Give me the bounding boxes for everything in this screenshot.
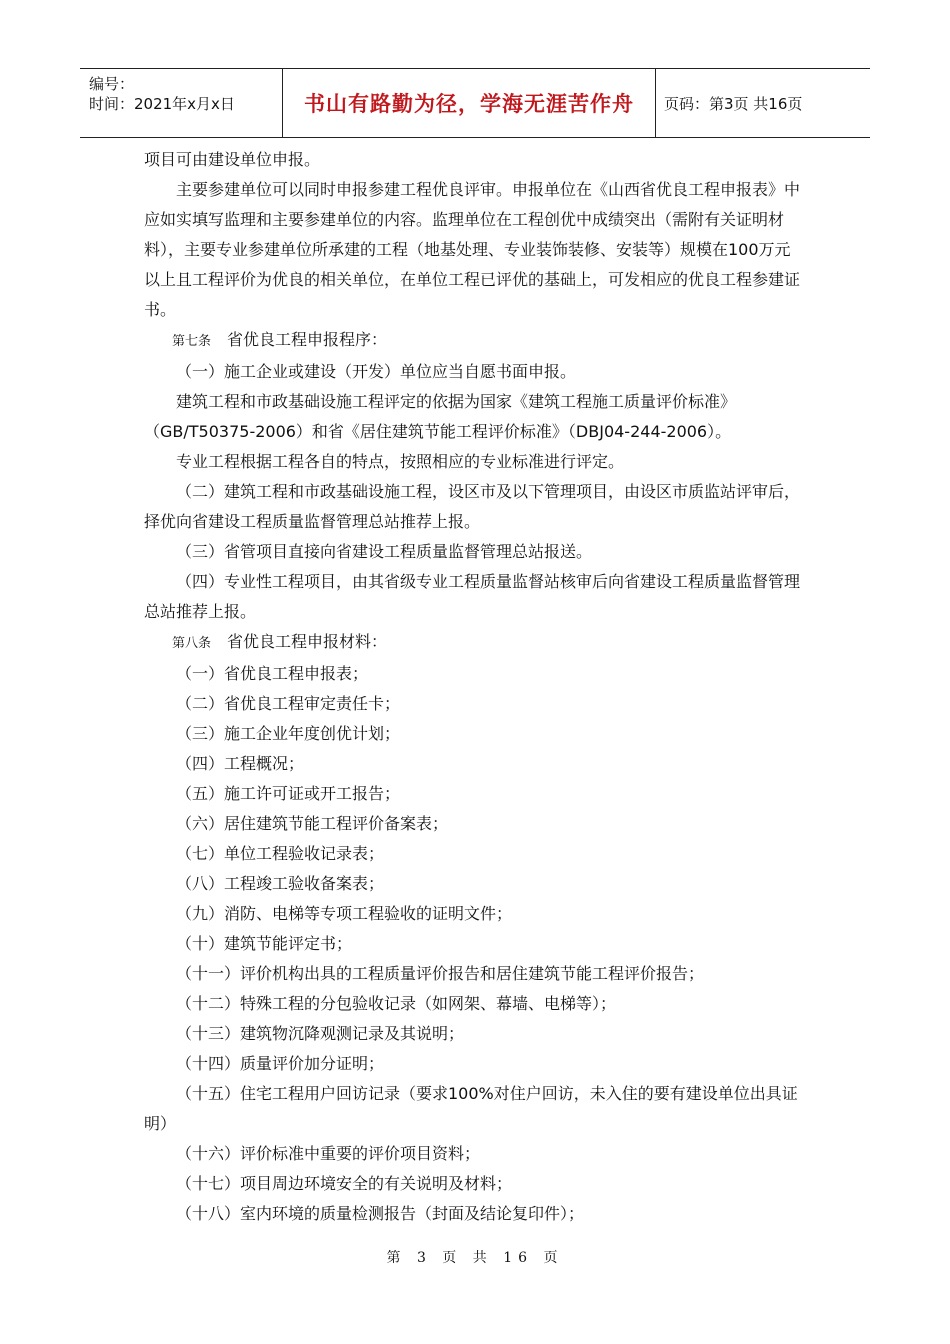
list-item: （六）居住建筑节能工程评价备案表； [176, 814, 449, 833]
paragraph: 建筑工程和市政基础设施工程评定的依据为国家《建筑工程施工质量评价标准》（GB/T50375-2006）和省《居住建筑节能工程评价标准》（DBJ04-244-2006）。 [144, 392, 737, 441]
header-page-cell [656, 69, 870, 137]
list-item: （五）施工许可证或开工报告； [176, 784, 401, 803]
motto-text: 书山有路勤为径，学海无涯苦作舟 [304, 91, 634, 116]
list-item: （四）工程概况； [176, 754, 305, 773]
list-item: （十三）建筑物沉降观测记录及其说明； [176, 1024, 465, 1043]
article-title: 省优良工程申报程序： [227, 330, 388, 349]
article-heading [144, 325, 804, 357]
list-item: （八）工程竣工验收备案表； [176, 874, 385, 893]
list-item: （十二）特殊工程的分包验收记录（如网架、幕墙、电梯等）； [176, 994, 617, 1013]
number-label: 编号： [89, 75, 135, 93]
list-item: （十一）评价机构出具的工程质量评价报告和居住建筑节能工程评价报告； [176, 964, 705, 983]
paragraph: （四）专业性工程项目，由其省级专业工程质量监督站核审后向省建设工程质量监督管理总站推荐上报。 [144, 572, 801, 621]
page-footer: 第 3 页 共 16 页 [386, 1250, 564, 1266]
list-item: （一）省优良工程申报表； [176, 664, 369, 683]
article-label: 第八条 [172, 636, 212, 651]
time-label: 时间：2021年x月x日 [89, 95, 235, 113]
list-item: （三）施工企业年度创优计划； [176, 724, 401, 743]
page-info: 页码：第3页 共16页 [664, 94, 803, 113]
document-header [80, 68, 870, 138]
article-label: 第七条 [172, 334, 212, 349]
list-item: （十七）项目周边环境安全的有关说明及材料； [176, 1174, 513, 1193]
list-item: （十五）住宅工程用户回访记录（要求100%对住户回访，未入住的要有建设单位出具证明） [144, 1084, 798, 1133]
materials-list [144, 659, 804, 1229]
article-heading [144, 627, 804, 659]
paragraph: 项目可由建设单位申报。 [144, 150, 321, 169]
list-item: （二）省优良工程审定责任卡； [176, 694, 401, 713]
paragraph: （二）建筑工程和市政基础设施工程，设区市及以下管理项目，由设区市质监站评审后，择优向省建设工程质量监督管理总站推荐上报。 [144, 482, 801, 531]
header-meta-cell [80, 69, 283, 137]
list-item: （十八）室内环境的质量检测报告（封面及结论复印件）； [176, 1204, 585, 1223]
paragraph: （三）省管项目直接向省建设工程质量监督管理总站报送。 [176, 542, 593, 561]
list-item: （十六）评价标准中重要的评价项目资料； [176, 1144, 481, 1163]
paragraph: 主要参建单位可以同时申报参建工程优良评审。申报单位在《山西省优良工程申报表》中应如实填写监理和主要参建单位的内容。监理单位在工程创优中成绩突出（需附有关证明材料），主要专业参建单位所承建的工程（地基处理、专业装饰装修、安装等）规模在100万元以上且工程评价为优良的相关单位，在单位工程已评优的基础上，可发相应的优良工程参建证书。 [144, 180, 801, 319]
list-item: （九）消防、电梯等专项工程验收的证明文件； [176, 904, 513, 923]
article-title: 省优良工程申报材料： [227, 632, 388, 651]
paragraph: 专业工程根据工程各自的特点，按照相应的专业标准进行评定。 [176, 452, 625, 471]
header-motto-cell [283, 69, 656, 137]
list-item: （十）建筑节能评定书； [176, 934, 353, 953]
paragraph: （一）施工企业或建设（开发）单位应当自愿书面申报。 [176, 362, 577, 381]
list-item: （十四）质量评价加分证明； [176, 1054, 385, 1073]
list-item: （七）单位工程验收记录表； [176, 844, 385, 863]
document-body [144, 145, 804, 1229]
